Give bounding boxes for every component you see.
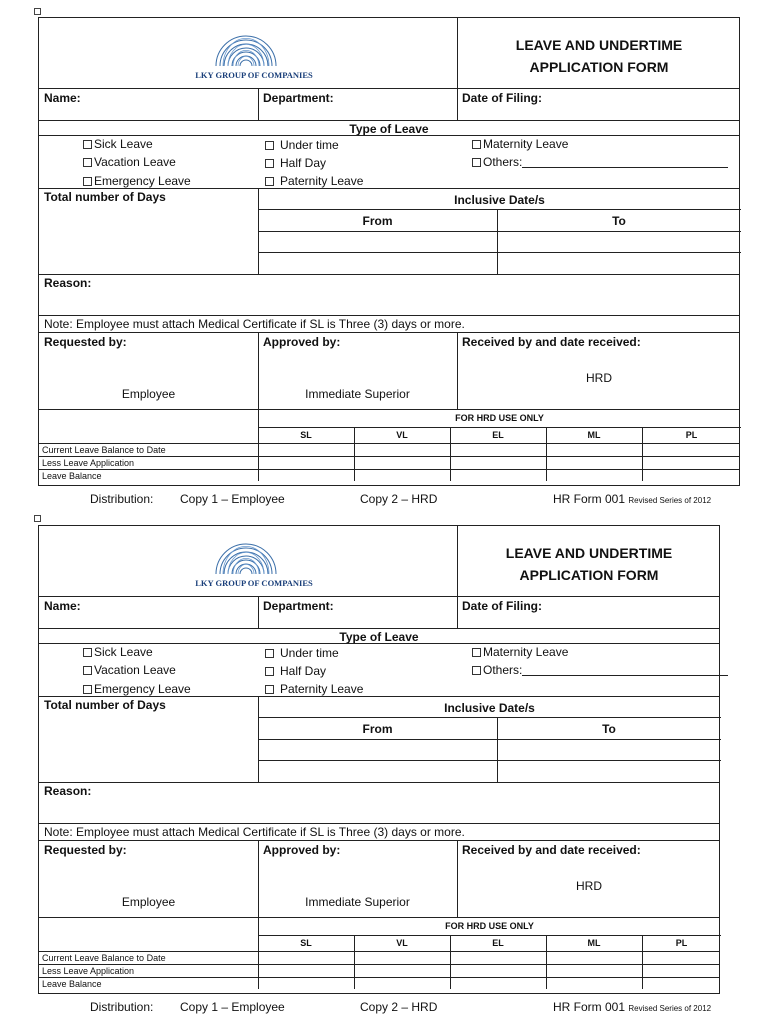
undertime-checkbox[interactable]: Under time — [265, 646, 339, 660]
hrd-col-el: EL — [492, 938, 504, 948]
sick-leave-checkbox[interactable]: Sick Leave — [83, 645, 153, 659]
reason-label: Reason: — [44, 784, 92, 798]
hrd-caption: HRD — [576, 879, 602, 893]
total-days-label: Total number of Days — [44, 698, 166, 712]
from-column-label: From — [362, 214, 393, 228]
hrd-row-label: Current Leave Balance to Date — [42, 953, 166, 963]
to-column-label: To — [612, 214, 626, 228]
emergency-leave-checkbox[interactable]: Emergency Leave — [83, 174, 191, 188]
date-of-filing-field-label: Date of Filing: — [462, 599, 542, 613]
company-name: LKY GROUP OF COMPANIES — [195, 578, 313, 588]
type-of-leave-heading: Type of Leave — [339, 630, 419, 644]
copy1-label: Copy 1 – Employee — [180, 1000, 285, 1014]
to-date-input[interactable] — [498, 740, 719, 780]
department-field-label: Department: — [263, 91, 334, 105]
company-logo — [169, 24, 339, 84]
immediate-superior-caption: Immediate Superior — [305, 387, 410, 401]
crop-mark-icon — [34, 515, 41, 522]
others-blank-line[interactable] — [522, 155, 728, 168]
form-title-line1: LEAVE AND UNDERTIME — [515, 37, 683, 53]
vacation-leave-checkbox[interactable]: Vacation Leave — [83, 663, 176, 677]
leave-application-form — [38, 17, 740, 486]
hr-form-number: HR Form 001 Revised Series of 2012 — [553, 1000, 712, 1014]
others-checkbox[interactable]: Others: — [472, 155, 728, 169]
inclusive-dates-label: Inclusive Date/s — [454, 193, 545, 207]
maternity-leave-checkbox[interactable]: Maternity Leave — [472, 137, 568, 151]
to-column-label: To — [602, 722, 616, 736]
hrd-caption: HRD — [586, 371, 612, 385]
hrd-col-vl: VL — [396, 938, 408, 948]
employee-signature-caption: Employee — [121, 387, 176, 401]
hrd-col-pl: PL — [685, 430, 698, 440]
copy1-label: Copy 1 – Employee — [180, 492, 285, 506]
others-checkbox[interactable]: Others: — [472, 663, 728, 677]
from-date-input[interactable] — [259, 232, 496, 272]
distribution-label: Distribution: — [90, 492, 154, 506]
half-day-checkbox[interactable]: Half Day — [265, 156, 326, 170]
received-by-label: Received by and date received: — [462, 843, 641, 857]
requested-by-label: Requested by: — [44, 843, 127, 857]
received-by-label: Received by and date received: — [462, 335, 641, 349]
reason-input[interactable] — [99, 784, 716, 820]
hrd-col-ml: ML — [587, 430, 601, 440]
crop-mark-icon — [34, 8, 41, 15]
form-title — [457, 34, 741, 78]
form-title-line2: APPLICATION FORM — [519, 567, 659, 583]
hrd-row-label: Leave Balance — [42, 471, 102, 481]
reason-label: Reason: — [44, 276, 92, 290]
from-column-label: From — [362, 722, 393, 736]
employee-signature-caption: Employee — [121, 895, 176, 909]
from-date-input[interactable] — [259, 740, 496, 780]
form-title — [457, 542, 721, 586]
hrd-row-label: Leave Balance — [42, 979, 102, 989]
date-of-filing-field-label: Date of Filing: — [462, 91, 542, 105]
hrd-use-only-heading: FOR HRD USE ONLY — [455, 413, 544, 423]
hrd-col-sl: SL — [300, 938, 312, 948]
medical-certificate-note: Note: Employee must attach Medical Certificate if SL is Three (3) days or more. — [44, 317, 465, 331]
vacation-leave-checkbox[interactable]: Vacation Leave — [83, 155, 176, 169]
emergency-leave-checkbox[interactable]: Emergency Leave — [83, 682, 191, 696]
hrd-col-vl: VL — [396, 430, 408, 440]
hrd-col-ml: ML — [587, 938, 601, 948]
medical-certificate-note: Note: Employee must attach Medical Certificate if SL is Three (3) days or more. — [44, 825, 465, 839]
total-days-label: Total number of Days — [44, 190, 166, 204]
distribution-label: Distribution: — [90, 1000, 154, 1014]
rainbow-arcs-icon — [211, 532, 281, 574]
paternity-leave-checkbox[interactable]: Paternity Leave — [265, 682, 363, 696]
approved-by-label: Approved by: — [263, 843, 341, 857]
rainbow-arcs-icon — [211, 24, 281, 66]
to-date-input[interactable] — [498, 232, 739, 272]
hrd-row-label: Current Leave Balance to Date — [42, 445, 166, 455]
inclusive-dates-label: Inclusive Date/s — [444, 701, 535, 715]
approved-by-label: Approved by: — [263, 335, 341, 349]
leave-application-form — [38, 525, 720, 994]
paternity-leave-checkbox[interactable]: Paternity Leave — [265, 174, 363, 188]
hrd-row-label: Less Leave Application — [42, 458, 135, 468]
immediate-superior-caption: Immediate Superior — [305, 895, 410, 909]
hrd-col-el: EL — [492, 430, 504, 440]
name-field-label: Name: — [44, 599, 81, 613]
company-name: LKY GROUP OF COMPANIES — [195, 70, 313, 80]
hrd-use-only-heading: FOR HRD USE ONLY — [445, 921, 534, 931]
hr-form-number: HR Form 001 Revised Series of 2012 — [553, 492, 712, 506]
form-title-line1: LEAVE AND UNDERTIME — [505, 545, 673, 561]
requested-by-label: Requested by: — [44, 335, 127, 349]
copy2-label: Copy 2 – HRD — [360, 492, 438, 506]
hrd-row-label: Less Leave Application — [42, 966, 135, 976]
undertime-checkbox[interactable]: Under time — [265, 138, 339, 152]
reason-input[interactable] — [99, 276, 736, 312]
copy2-label: Copy 2 – HRD — [360, 1000, 438, 1014]
department-field-label: Department: — [263, 599, 334, 613]
hrd-col-pl: PL — [675, 938, 688, 948]
hrd-col-sl: SL — [300, 430, 312, 440]
sick-leave-checkbox[interactable]: Sick Leave — [83, 137, 153, 151]
half-day-checkbox[interactable]: Half Day — [265, 664, 326, 678]
company-logo — [169, 532, 339, 592]
others-blank-line[interactable] — [522, 663, 728, 676]
maternity-leave-checkbox[interactable]: Maternity Leave — [472, 645, 568, 659]
name-field-label: Name: — [44, 91, 81, 105]
type-of-leave-heading: Type of Leave — [349, 122, 429, 136]
form-title-line2: APPLICATION FORM — [529, 59, 669, 75]
